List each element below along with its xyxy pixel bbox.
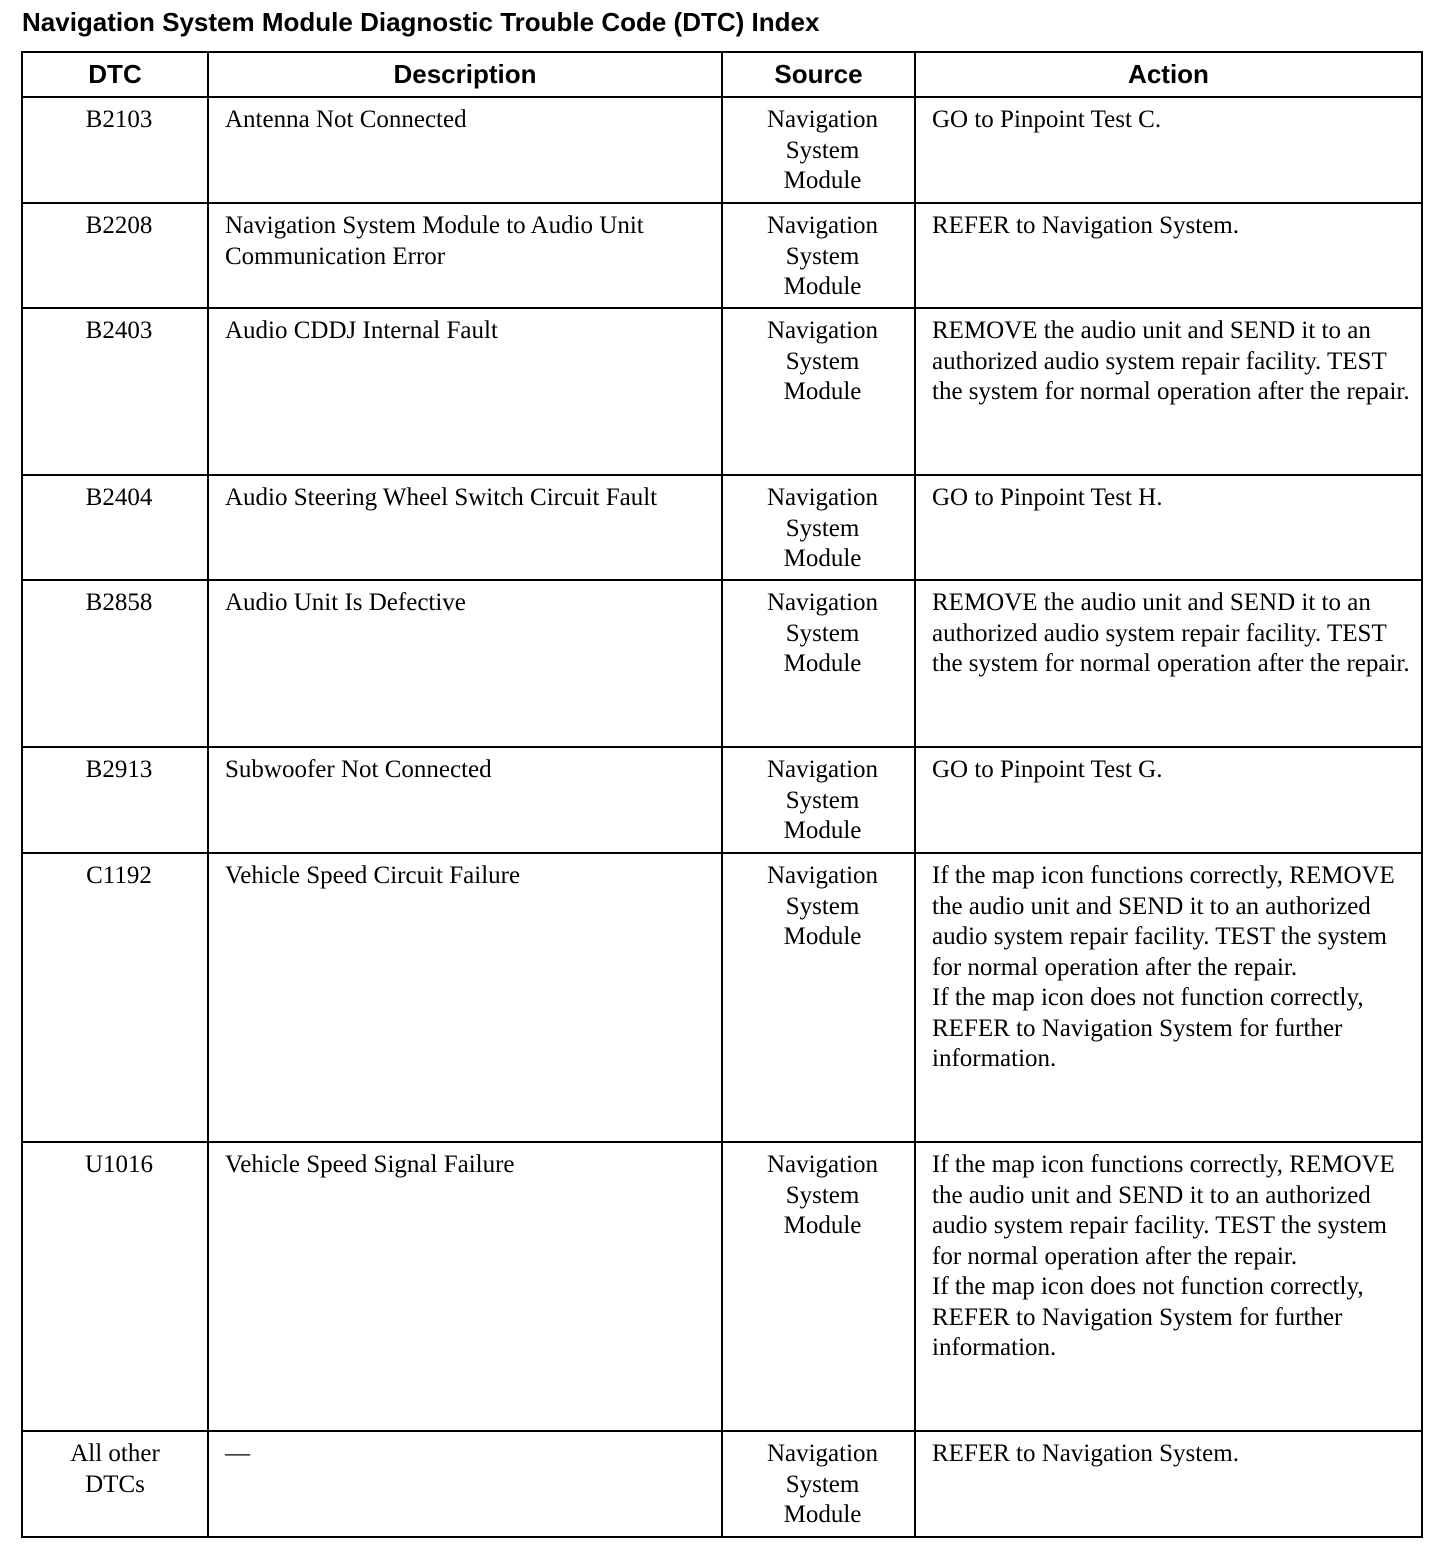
- header-description: Description: [208, 52, 722, 97]
- source-line: System: [785, 136, 860, 164]
- cell-source: [722, 308, 915, 475]
- cell-dtc: B2103: [22, 97, 208, 203]
- source-line: Navigation: [766, 106, 879, 133]
- source-line: System: [785, 892, 860, 920]
- source-line: Module: [783, 273, 862, 300]
- source-line: Module: [783, 545, 862, 572]
- source-line: Navigation: [766, 317, 879, 344]
- source-line: System: [785, 786, 860, 814]
- cell-source: [722, 1142, 915, 1431]
- cell-dtc: B2913: [22, 747, 208, 853]
- action-paragraph: If the map icon does not function correctly, REFER to Navigation System for further information.: [932, 1273, 1364, 1361]
- source-line: Navigation: [766, 756, 879, 783]
- cell-action: [915, 308, 1422, 475]
- header-dtc: DTC: [22, 52, 208, 97]
- table-row: [22, 308, 1422, 475]
- source-line: Navigation: [766, 862, 879, 889]
- cell-dtc: B2208: [22, 203, 208, 308]
- action-paragraph: GO to Pinpoint Test H.: [932, 484, 1163, 511]
- cell-dtc: All other DTCs: [22, 1431, 208, 1537]
- table-row: [22, 203, 1422, 308]
- source-line: System: [785, 619, 860, 647]
- source-line: Navigation: [766, 212, 879, 239]
- table-row: [22, 97, 1422, 203]
- source-line: Navigation: [766, 1151, 879, 1178]
- source-line: Navigation: [766, 589, 879, 616]
- cell-dtc: B2404: [22, 475, 208, 580]
- cell-action: [915, 853, 1422, 1142]
- source-line: Module: [783, 923, 862, 950]
- cell-action: [915, 1142, 1422, 1431]
- cell-description: Navigation System Module to Audio Unit Communication Error: [208, 203, 722, 308]
- cell-source: [722, 97, 915, 203]
- cell-description: Antenna Not Connected: [208, 97, 722, 203]
- source-line: Navigation: [766, 484, 879, 511]
- action-paragraph: If the map icon does not function correctly, REFER to Navigation System for further information.: [932, 984, 1364, 1072]
- cell-source: [722, 1431, 915, 1537]
- action-paragraph: If the map icon functions correctly, REMOVE the audio unit and SEND it to an authorized audio system repair facility. TEST the system for normal operation after the repair.: [932, 1151, 1395, 1270]
- cell-dtc: B2858: [22, 580, 208, 747]
- source-line: Module: [783, 378, 862, 405]
- source-line: Navigation: [766, 1440, 879, 1467]
- cell-action: [915, 1431, 1422, 1537]
- cell-action: [915, 747, 1422, 853]
- source-line: Module: [783, 167, 862, 194]
- source-line: System: [785, 242, 860, 270]
- table-row: [22, 475, 1422, 580]
- source-line: System: [785, 1470, 860, 1498]
- source-line: System: [785, 347, 860, 375]
- header-source: Source: [722, 52, 915, 97]
- table-body: [22, 97, 1422, 1537]
- source-line: Module: [783, 650, 862, 677]
- action-paragraph: REFER to Navigation System.: [932, 1440, 1239, 1467]
- cell-source: [722, 475, 915, 580]
- cell-description: Vehicle Speed Circuit Failure: [208, 853, 722, 1142]
- cell-description: Subwoofer Not Connected: [208, 747, 722, 853]
- source-line: System: [785, 514, 860, 542]
- table-row: [22, 853, 1422, 1142]
- cell-source: [722, 747, 915, 853]
- cell-description: Audio Unit Is Defective: [208, 580, 722, 747]
- cell-source: [722, 203, 915, 308]
- cell-action: [915, 475, 1422, 580]
- source-line: Module: [783, 817, 862, 844]
- dtc-index-table: [21, 51, 1423, 1538]
- table-row: [22, 747, 1422, 853]
- cell-dtc: U1016: [22, 1142, 208, 1431]
- cell-description: Audio CDDJ Internal Fault: [208, 308, 722, 475]
- cell-action: [915, 97, 1422, 203]
- cell-description: —: [208, 1431, 722, 1537]
- page-title: Navigation System Module Diagnostic Trouble Code (DTC) Index: [22, 7, 820, 37]
- cell-source: [722, 853, 915, 1142]
- cell-dtc: B2403: [22, 308, 208, 475]
- action-paragraph: REMOVE the audio unit and SEND it to an authorized audio system repair facility. TEST the system for normal operation after the repair.: [932, 589, 1410, 677]
- cell-action: [915, 580, 1422, 747]
- header-action: Action: [915, 52, 1422, 97]
- cell-description: Audio Steering Wheel Switch Circuit Fault: [208, 475, 722, 580]
- action-paragraph: GO to Pinpoint Test C.: [932, 106, 1162, 133]
- action-paragraph: If the map icon functions correctly, REMOVE the audio unit and SEND it to an authorized audio system repair facility. TEST the system for normal operation after the repair.: [932, 862, 1395, 981]
- action-paragraph: REFER to Navigation System.: [932, 212, 1239, 239]
- table-row: [22, 580, 1422, 747]
- cell-source: [722, 580, 915, 747]
- action-paragraph: GO to Pinpoint Test G.: [932, 756, 1163, 783]
- source-line: Module: [783, 1501, 862, 1528]
- cell-action: [915, 203, 1422, 308]
- cell-dtc: C1192: [22, 853, 208, 1142]
- cell-description: Vehicle Speed Signal Failure: [208, 1142, 722, 1431]
- table-row: [22, 1142, 1422, 1431]
- source-line: Module: [783, 1212, 862, 1239]
- action-paragraph: REMOVE the audio unit and SEND it to an authorized audio system repair facility. TEST the system for normal operation after the repair.: [932, 317, 1410, 405]
- table-header-row: [22, 52, 1422, 97]
- source-line: System: [785, 1181, 860, 1209]
- table-row: [22, 1431, 1422, 1537]
